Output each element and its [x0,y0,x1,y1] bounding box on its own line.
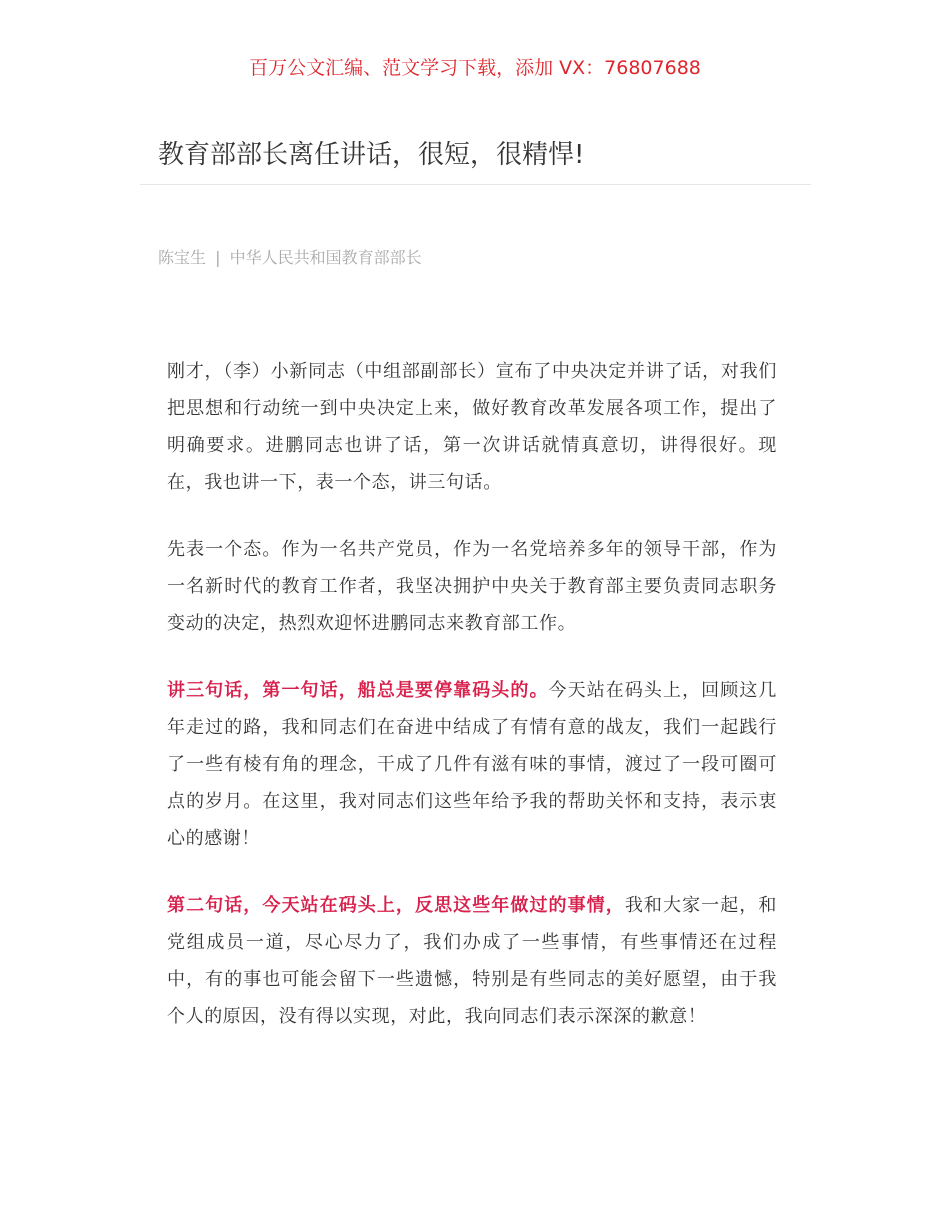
paragraph [167,353,777,501]
paragraph [167,531,777,642]
byline-separator: | [215,248,221,267]
promo-banner: 百万公文汇编、范文学习下载，添加 VX：76807688 [249,57,701,79]
paragraph-text: 刚才，（李）小新同志（中组部副部长）宣布了中央决定并讲了话，对我们把思想和行动统一到中央决定上来，做好教育改革发展各项工作，提出了明确要求。进鹏同志也讲了话，第一次讲话就情真意切，讲得很好。现在，我也讲一下，表一个态，讲三句话。 [167,361,777,493]
author-position: 中华人民共和国教育部部长 [229,248,422,267]
article-title: 教育部部长离任讲话，很短，很精悍! [158,140,585,170]
paragraph-text: 我和大家一起，和党组成员一道，尽心尽力了，我们办成了一些事情，有些事情还在过程中，有的事也可能会留下一些遗憾，特别是有些同志的美好愿望，由于我个人的原因，没有得以实现，对此，我向同志们表示深深的歉意！ [167,895,777,1027]
paragraph-text: 先表一个态。作为一名共产党员，作为一名党培养多年的领导干部，作为一名新时代的教育工作者，我坚决拥护中央关于教育部主要负责同志职务变动的决定，热烈欢迎怀进鹏同志来教育部工作。 [167,539,777,634]
author-name: 陈宝生 [158,248,207,267]
paragraph-highlight: 讲三句话，第一句话，船总是要停靠码头的。 [167,680,549,701]
paragraph [167,887,777,1035]
paragraph [167,672,777,857]
article-body [167,353,777,1065]
paragraph-text: 今天站在码头上，回顾这几年走过的路，我和同志们在奋进中结成了有情有意的战友，我们一起践行了一些有棱有角的理念，干成了几件有滋有味的事情，渡过了一段可圈可点的岁月。在这里，我对同志们这些年给予我的帮助关怀和支持，表示衷心的感谢！ [167,680,777,849]
byline [158,246,422,270]
title-divider [140,184,811,185]
paragraph-highlight: 第二句话，今天站在码头上，反思这些年做过的事情， [167,895,625,916]
